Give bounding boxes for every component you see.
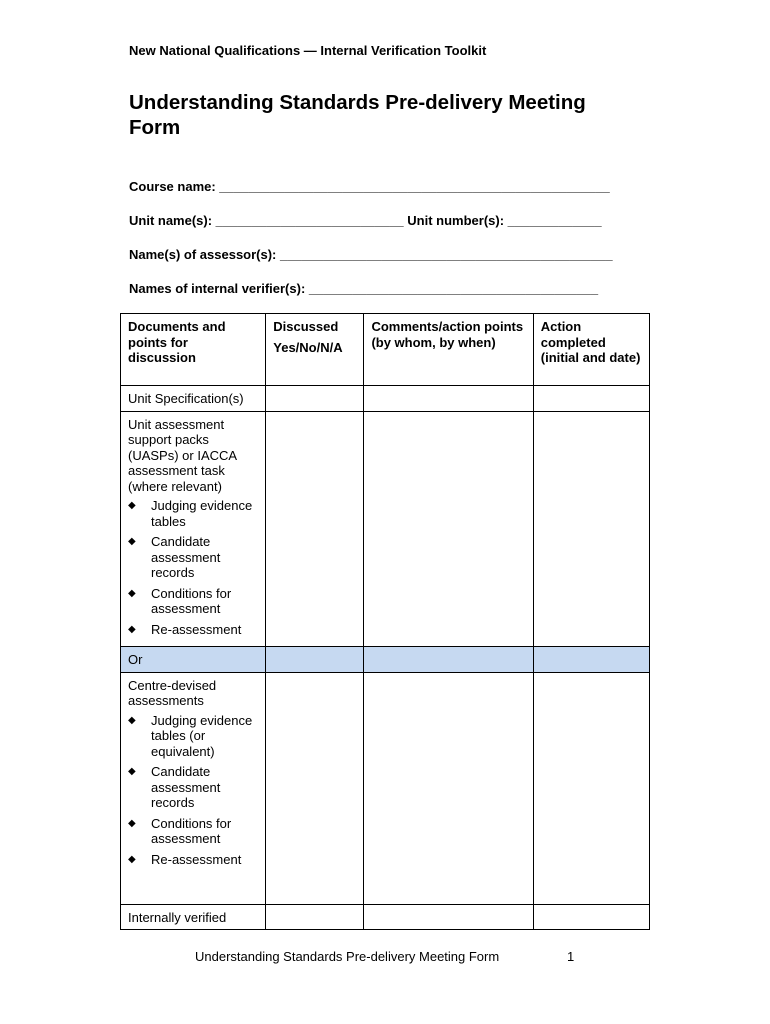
cell-comments[interactable] [364, 386, 533, 412]
cell-comments[interactable] [364, 904, 533, 930]
verifier-name-field: Names of internal verifier(s): ________________________________________ [129, 281, 599, 296]
table-row [121, 647, 650, 673]
list-item: ◆ Judging evidence tables [128, 498, 253, 529]
diamond-bullet-icon: ◆ [128, 623, 136, 635]
footer-title: Understanding Standards Pre-delivery Meeting Form [195, 949, 500, 964]
cell-comments[interactable] [364, 411, 533, 647]
list-item: ◆ Conditions for assessment [128, 815, 232, 846]
diamond-bullet-icon: ◆ [128, 817, 136, 829]
course-name-field: Course name: ______________________________________________________ [129, 179, 610, 194]
header-discussed [266, 314, 364, 386]
cell-discussed[interactable] [266, 904, 364, 930]
cell-discussed[interactable] [266, 411, 364, 647]
table-row [121, 672, 650, 904]
table-header-row [121, 314, 650, 386]
header-discussed-label: Discussed [273, 319, 339, 334]
row-label-or: Or [121, 647, 266, 673]
centre-intro: Centre-devised assessments [128, 677, 217, 708]
diamond-bullet-icon: ◆ [128, 536, 136, 547]
list-item: ◆ Candidate assessment records [128, 534, 221, 580]
header-comments: Comments/action points (by whom, by when) [364, 314, 533, 386]
cell-comments[interactable] [364, 672, 533, 904]
list-item: ◆ Re-assessment [128, 621, 242, 637]
diamond-bullet-icon: ◆ [128, 714, 136, 726]
cell-action [533, 647, 649, 673]
cell-action[interactable] [533, 672, 649, 904]
page-number: 1 [567, 949, 575, 964]
row-label-uasp [121, 411, 266, 647]
cell-action[interactable] [533, 411, 649, 647]
diamond-bullet-icon: ◆ [128, 766, 136, 777]
list-item: ◆ Candidate assessment records [128, 764, 221, 810]
header-action: Action completed (initial and date) [533, 314, 649, 386]
cell-discussed[interactable] [266, 386, 364, 412]
assessor-name-field: Name(s) of assessor(s): ______________________________________________ [129, 247, 613, 262]
table-row [121, 386, 650, 412]
toolkit-header: New National Qualifications — Internal Verification Toolkit [129, 43, 487, 58]
header-documents: Documents and points for discussion [121, 314, 266, 386]
uasp-intro: Unit assessment support packs (UASPs) or IACCA assessment task (where relevant) [128, 416, 237, 494]
diamond-bullet-icon: ◆ [128, 853, 136, 865]
table-row [121, 904, 650, 930]
cell-action[interactable] [533, 904, 649, 930]
cell-discussed[interactable] [266, 672, 364, 904]
list-item: ◆ Conditions for assessment [128, 585, 232, 616]
diamond-bullet-icon: ◆ [128, 500, 136, 511]
page-title: Understanding Standards Pre-delivery Meeting Form [129, 91, 586, 139]
cell-action[interactable] [533, 386, 649, 412]
header-discussed-options: Yes/No/N/A [273, 339, 343, 355]
row-label-unit-spec: Unit Specification(s) [121, 386, 266, 412]
list-item: ◆ Judging evidence tables (or equivalent) [128, 712, 253, 759]
unit-name-field: Unit name(s): __________________________ Unit number(s): _____________ [129, 213, 602, 228]
uasp-bullet-list [128, 498, 258, 637]
table-row [121, 411, 650, 647]
row-label-internally-verified: Internally verified [121, 904, 266, 930]
cell-discussed [266, 647, 364, 673]
meeting-table [120, 313, 650, 930]
centre-bullet-list [128, 713, 258, 868]
row-label-centre [121, 672, 266, 904]
diamond-bullet-icon: ◆ [128, 587, 136, 599]
cell-comments [364, 647, 533, 673]
list-item: ◆ Re-assessment [128, 851, 242, 867]
